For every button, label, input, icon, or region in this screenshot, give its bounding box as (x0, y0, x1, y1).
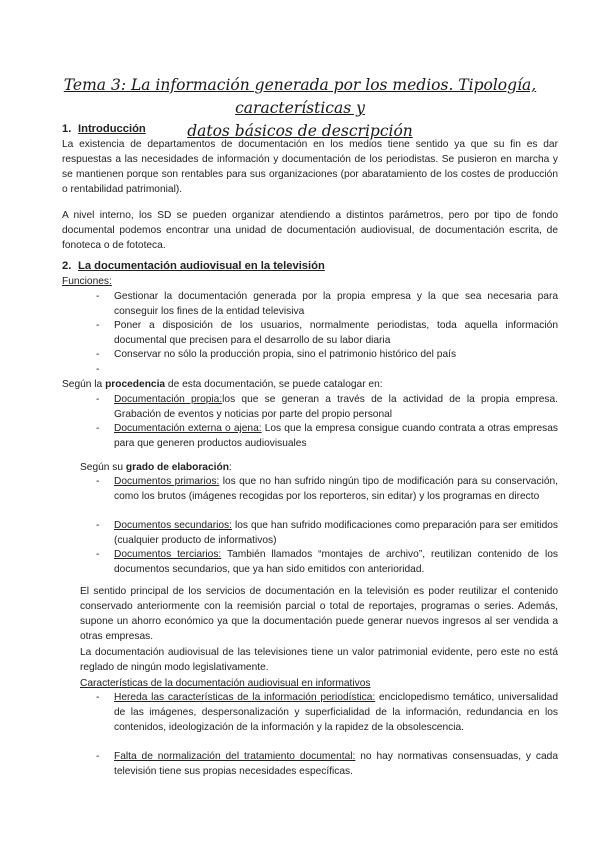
elaboracion-intro-text: : (228, 462, 232, 473)
funciones-label: Funciones: (62, 276, 112, 287)
elaboracion-intro-text: Según su (80, 462, 126, 473)
elaboracion-term: Documentos primarios: (114, 476, 220, 487)
bullet-dash: - (96, 349, 100, 360)
elaboracion-intro (80, 460, 232, 475)
caracteristica-text: enciclopedismo temático, universalidad de las imágenes, despersonalización y superficialidad de la información, redundancia en los contenidos, ideologización de la información y la rapidez de la obsolescencia. (114, 692, 558, 733)
elaboracion-term: Documentos terciarios: (114, 549, 222, 560)
bullet-dash: - (96, 364, 100, 375)
section-1-heading (62, 123, 146, 135)
sentido-paragraph: El sentido principal de los servicios de documentación en la televisión es poder reutilizar el contenido conservado anteriormente con la reemisión parcial o total de reportajes, programas o series. Además, supone un ahorro económico ya que la documentación puede generar nuevos ingresos al ser vendida a otras empresas. (80, 586, 558, 642)
funcion-item: Poner a disposición de los usuarios, normalmente periodistas, toda aquella información documental que precisen para el desarrollo de su labor diaria (114, 320, 558, 346)
section-2-title: La documentación audiovisual en la televisión (78, 260, 325, 272)
patrimonial-paragraph: La documentación audiovisual de las televisiones tiene un valor patrimonial evidente, pero este no está reglado de ningún modo legislativamente. (80, 647, 558, 673)
intro-paragraph-2: A nivel interno, los SD se pueden organizar atendiendo a distintos parámetros, pero por tipo de fondo documental podemos encontrar una unidad de documentación audiovisual, de documentación escrita, de fonoteca o de fototeca. (62, 210, 558, 251)
funcion-item: Gestionar la documentación generada por la propia empresa y la que sea necesaria para conseguir los fines de la entidad televisiva (114, 291, 558, 317)
elaboracion-term: Documentos secundarios: (114, 520, 232, 531)
bullet-dash: - (96, 751, 100, 762)
elaboracion-item (114, 518, 558, 548)
procedencia-term: Documentación propia: (114, 394, 223, 405)
section-1-number: 1. (62, 123, 72, 135)
elaboracion-text: los que no han sufrido ningún tipo de modificación para su conservación, como los brutos (imágenes recogidas por los reporteros, sin editar) y los programas en directo (114, 476, 558, 502)
procedencia-intro-text: Según la (62, 379, 106, 390)
section-1-title: Introducción (78, 123, 146, 135)
bullet-dash: - (96, 692, 100, 703)
bullet-dash: - (96, 320, 100, 331)
procedencia-term: Documentación externa o ajena: (114, 423, 262, 434)
section-2-number: 2. (62, 260, 72, 272)
caracteristicas-label: Características de la documentación audiovisual en informativos (80, 678, 371, 689)
elaboracion-text: También llamados “montajes de archivo”, reutilizan contenido de los documentos secundarios, que ya han sido emitidos con anterioridad. (114, 549, 558, 575)
caracteristica-term: Hereda las características de la información periodística: (114, 692, 376, 703)
elaboracion-text: los que han sufrido modificaciones como preparación para ser emitidos (cualquier producto de informativos) (114, 520, 558, 546)
procedencia-item (114, 392, 558, 422)
section-2-heading (62, 260, 325, 272)
procedencia-text: Los que la empresa consigue cuando contrata a otras empresas para que generen productos audiovisuales (114, 423, 558, 449)
bullet-dash: - (96, 520, 100, 531)
caracteristica-term: Falta de normalización del tratamiento documental: (114, 751, 356, 762)
procedencia-text: los que se generan a través de la actividad de la propia empresa. Grabación de eventos y noticias por parte del propio personal (114, 394, 559, 420)
procedencia-item (114, 421, 558, 451)
title-line-2: datos básicos de descripción (187, 122, 413, 140)
elaboracion-item (114, 547, 558, 577)
bullet-dash: - (96, 476, 100, 487)
bullet-dash: - (96, 423, 100, 434)
title-line-1: Tema 3: La información generada por los medios. Tipología, características y (63, 76, 537, 117)
procedencia-intro-text: de esta documentación, se puede catalogar en: (165, 379, 383, 390)
caracteristica-item (114, 690, 558, 735)
procedencia-keyword: procedencia (105, 379, 166, 390)
bullet-dash: - (96, 549, 100, 560)
intro-paragraph-1: La existencia de departamentos de documentación en los medios tiene sentido ya que su fin es dar respuestas a las necesidades de información y documentación de los periodistas. Se pusieron en marcha y se mantienen porque son rentables para sus organizaciones (por abaratamiento de los costes de producción o rentabilidad patrimonial). (62, 139, 558, 195)
caracteristica-item (114, 749, 558, 779)
elaboracion-item (114, 474, 558, 504)
bullet-dash: - (96, 394, 100, 405)
caracteristica-text: no hay normativas consensuadas, y cada televisión tiene sus propias necesidades específicas. (114, 751, 559, 777)
bullet-dash: - (96, 291, 100, 302)
funcion-item: Conservar no sólo la producción propia, sino el patrimonio histórico del país (114, 349, 457, 360)
elaboracion-keyword: grado de elaboración (125, 462, 229, 473)
procedencia-intro (62, 377, 383, 392)
